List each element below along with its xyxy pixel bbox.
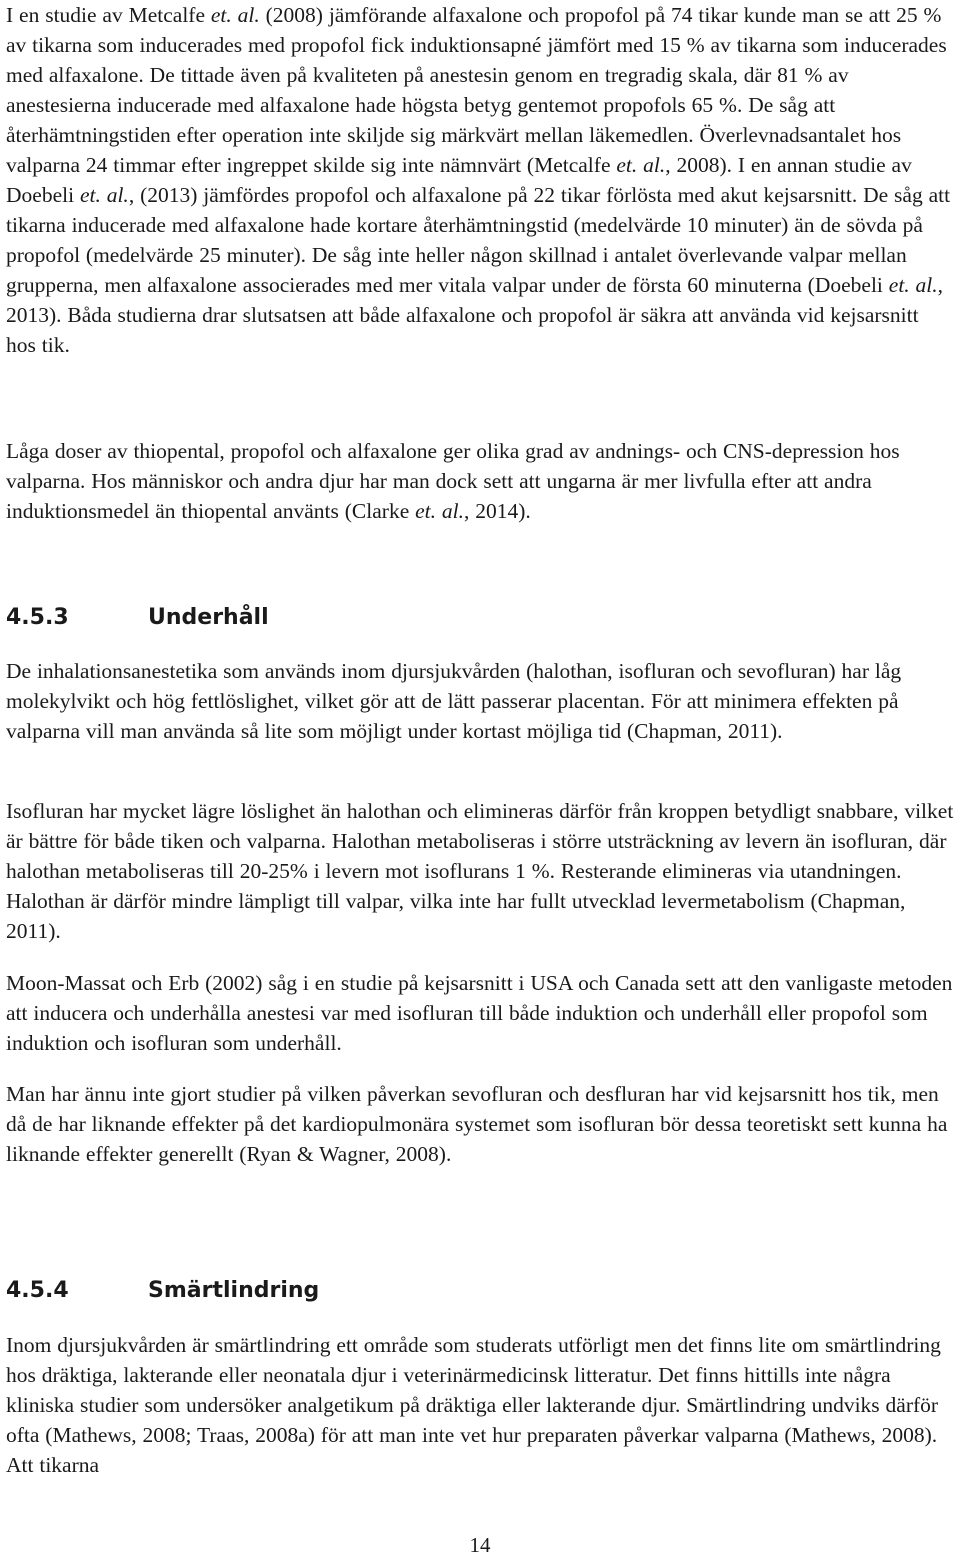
paragraph-sevofluran: Man har ännu inte gjort studier på vilken påverkan sevofluran och desfluran har vid kejsarsnitt hos tik, men då de har liknande effekter på det kardiopulmonära systemet som isofluran bör dessa teoretiskt sett kunna ha liknande effekter generellt (Ryan & Wagner, 2008).	[6, 1082, 948, 1166]
text-run: Låga doser av thiopental, propofol och alfaxalone ger olika grad av andnings- och CNS-depression hos valparna. Hos människor och andra djur har man dock sett att ungarna är mer livfulla efter att andra induktionsmedel än thiopental använts (Clarke	[6, 439, 900, 523]
section-heading-smartlindring	[6, 1276, 319, 1306]
italic-text-run: et. al.	[888, 273, 938, 297]
italic-text-run: et. al.	[415, 499, 464, 523]
section-number: 4.5.3	[6, 605, 69, 630]
paragraph-isofluran: Isofluran har mycket lägre löslighet än halothan och elimineras därför från kroppen betydligt snabbare, vilket är bättre för både tiken och valparna. Halothan metaboliseras i större utsträckning av levern än isofluran, där halothan metaboliseras till 20-25% i levern mot isoflurans 1 %. Resterande elimineras via utandningen. Halothan är därför mindre lämpligt till valpar, vilka inte har fullt utvecklad levermetabolism (Chapman, 2011).	[6, 799, 954, 943]
italic-text-run: et. al.	[616, 153, 666, 177]
text-run: (2008) jämförande alfaxalone och propofol på 74 tikar kunde man se att 25 % av tikarna som inducerades med propofol fick induktionsapné jämfört med 15 % av tikarna som inducerades med alfaxalone. De tittade även på kvaliteten på anestesin genom en tregradig skala, där 81 % av anestesierna inducerade med alfaxalone hade högsta betyg gentemot propofols 65 %. De såg att återhämtningstiden efter operation inte skiljde sig märkvärt mellan läkemedlen. Överlevnadsantalet hos valparna 24 timmar efter ingreppet skilde sig inte nämnvärt (Metcalfe	[6, 3, 947, 177]
italic-text-run: et. al.	[210, 3, 260, 27]
paragraph-inhalation-anesthetics: De inhalationsanestetika som används inom djursjukvården (halothan, isofluran och sevofluran) har låg molekylvikt och hög fettlöslighet, vilket gör att de lätt passerar placentan. För att minimera effekten på valparna vill man använda så lite som möjligt under kortast möjliga tid (Chapman, 2011).	[6, 659, 902, 743]
text-run: I en studie av Metcalfe	[6, 3, 211, 27]
section-heading-underhall	[6, 603, 269, 633]
section-title: Underhåll	[148, 605, 269, 630]
paragraph-pain-relief: Inom djursjukvården är smärtlindring ett område som studerats utförligt men det finns lite om smärtlindring hos dräktiga, lakterande eller neonatala djur i veterinärmedicinsk litteratur. Det finns hittills inte några kliniska studier som undersöker analgetikum på dräktiga eller lakterande djur. Smärtlindring undviks därför ofta (Mathews, 2008; Traas, 2008a) för att man inte vet hur preparaten påverkar valparna (Mathews, 2008). Att tikarna	[6, 1333, 941, 1477]
paragraph-alfaxalone-studies	[6, 0, 954, 360]
page-number: 14	[469, 1533, 491, 1557]
paragraph-low-doses	[6, 436, 954, 526]
section-number: 4.5.4	[6, 1278, 69, 1303]
italic-text-run: et. al.	[79, 183, 129, 207]
text-run: , 2014).	[464, 499, 531, 523]
text-run: , 2008). I en annan studie av Doebeli	[6, 153, 912, 207]
text-run: , (2013) jämfördes propofol och alfaxalone på 22 tikar förlösta med akut kejsarsnitt. De såg att tikarna inducerade med alfaxalone hade kortare återhämtningstid (medelvärde 10 minuter) än de sövda på propofol (medelvärde 25 minuter). De såg inte heller någon skillnad i antalet överlevande valpar mellan grupperna, men alfaxalone associerades med mer vitala valpar under de första 60 minuterna (Doebeli	[6, 183, 951, 297]
paragraph-moon-massat: Moon-Massat och Erb (2002) såg i en studie på kejsarsnitt i USA och Canada sett att den vanligaste metoden att inducera och underhålla anestesi var med isofluran till både induktion och underhåll eller propofol som induktion och isofluran som underhåll.	[6, 971, 953, 1055]
text-run: , 2013). Båda studierna drar slutsatsen att både alfaxalone och propofol är säkra att använda vid kejsarsnitt hos tik.	[6, 273, 944, 357]
section-title: Smärtlindring	[148, 1278, 320, 1303]
